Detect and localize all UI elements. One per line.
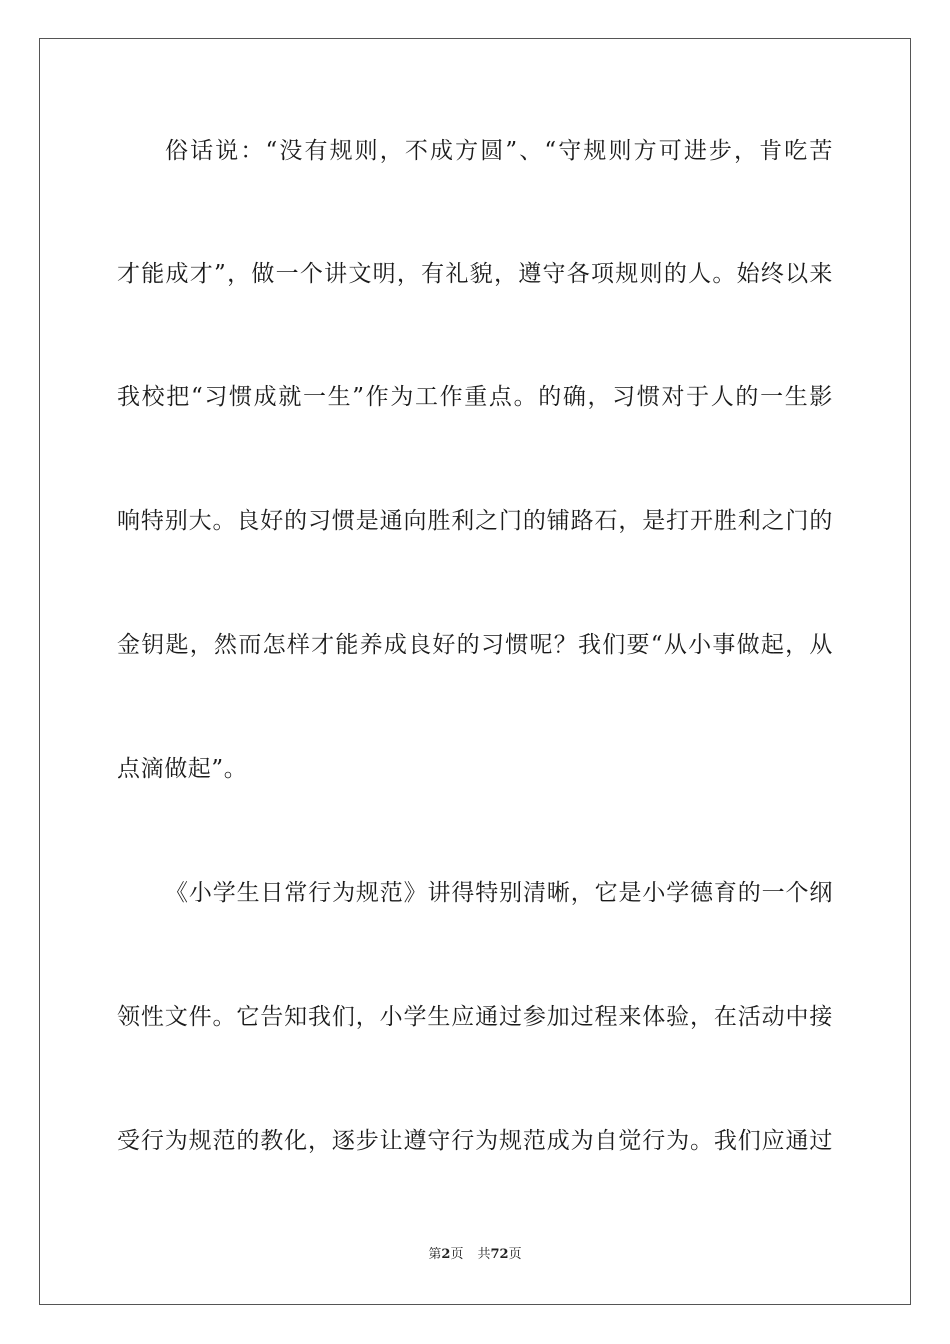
page-suffix: 页 <box>450 1247 464 1262</box>
paragraph-2-line-1: 《小学生日常行为规范》讲得特别清晰，它是小学德育的一个纲 <box>165 880 833 906</box>
paragraph-1-line-4: 响特别大。良好的习惯是通向胜利之门的铺路石，是打开胜利之门的 <box>117 508 833 534</box>
page-footer <box>0 1246 950 1264</box>
page-current: 2 <box>441 1247 451 1262</box>
page-total: 72 <box>490 1247 509 1262</box>
page-prefix: 第 <box>428 1247 442 1262</box>
paragraph-1-line-1: 俗话说：“没有规则，不成方圆”、“守规则方可进步，肯吃苦 <box>165 138 833 164</box>
total-suffix: 页 <box>508 1247 522 1262</box>
page-border <box>39 38 911 1305</box>
paragraph-2-line-2: 领性文件。它告知我们，小学生应通过参加过程来体验，在活动中接 <box>117 1004 833 1030</box>
total-prefix: 共 <box>477 1247 491 1262</box>
paragraph-1-line-5: 金钥匙，然而怎样才能养成良好的习惯呢？我们要“从小事做起，从 <box>117 632 833 658</box>
paragraph-2-line-3: 受行为规范的教化，逐步让遵守行为规范成为自觉行为。我们应通过 <box>117 1128 833 1154</box>
paragraph-1-line-2: 才能成才”，做一个讲文明，有礼貌，遵守各项规则的人。始终以来 <box>117 261 833 287</box>
paragraph-1-line-3: 我校把“习惯成就一生”作为工作重点。的确，习惯对于人的一生影 <box>117 384 833 410</box>
paragraph-1-line-6: 点滴做起”。 <box>117 756 248 782</box>
